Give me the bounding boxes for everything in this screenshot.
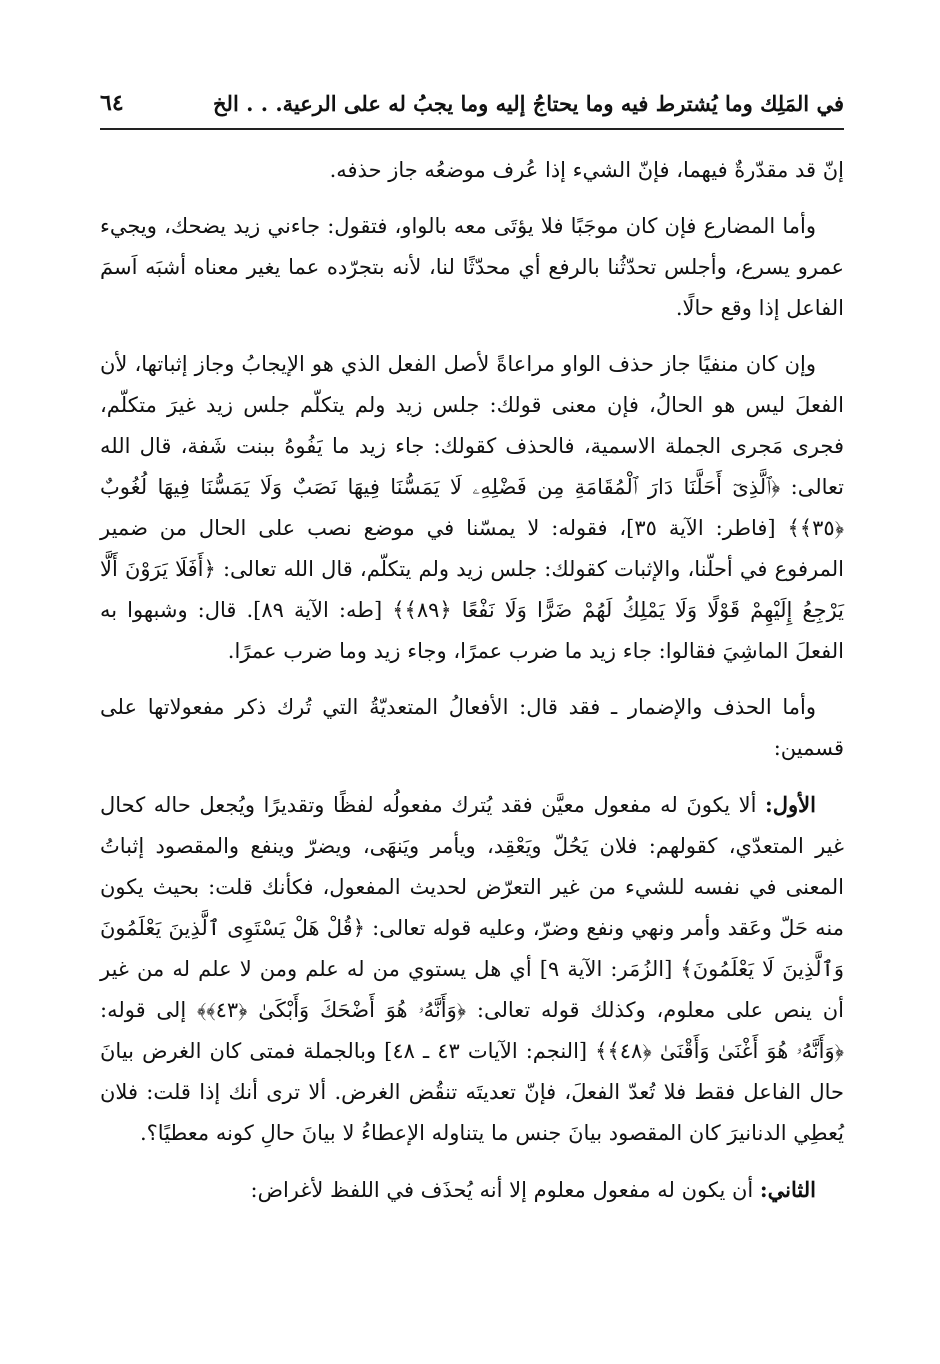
paragraph <box>100 344 844 672</box>
running-header <box>100 82 844 124</box>
section-lead: الأول: <box>765 792 816 817</box>
section-lead: الثاني: <box>759 1177 816 1202</box>
paragraph-text: وأما المضارع فإن كان موجَبًا فلا يؤتَى معه بالواو، فتقول: جاءني زيد يضحك، ويجيء عمرو يسرع، وأجلس تحدّثُنا بالرفع أي محدّثًا لنا، لأنه بتجرّده عما يغير معناه أشبَه اَسمَ الفاعل إذا وقع حالًا. <box>100 214 844 320</box>
paragraph-text: أن يكون له مفعول معلوم إلا أنه يُحذَف في اللفظ لأغراض: <box>250 1178 760 1202</box>
paragraph <box>100 1169 844 1211</box>
paragraph <box>100 784 844 1154</box>
body-text <box>100 150 844 1226</box>
header-rule <box>100 128 844 130</box>
paragraph <box>100 206 844 329</box>
paragraph-text: وإن كان منفيًا جاز حذف الواو مراعاةً لأصل الفعل الذي هو الإيجابُ وجاز إثباتها، لأن الفعلَ ليس هو الحالُ، فإن معنى قولك: جلس زيد ولم يتكلّم جلس زيد غيرَ متكلّم، فجرى مَجرى الجملة الاسمية، فالحذف كقولك: جاء زيد ما يَفُوهُ ببنت شَفة، قال الله تعالى: ﴿ٱلَّذِىٓ أَحَلَّنَا دَارَ ٱلْمُقَامَةِ مِن فَضْلِهِۦ لَا يَمَسُّنَا فِيهَا نَصَبٌ وَلَا يَمَسُّنَا فِيهَا لُغُوبٌ ﴿٣٥﴾﴾ [فاطر: الآية ٣٥]، فقوله: لا يمسّنا في موضع نصب على الحال من ضمير المرفوع في أحلّنا، والإثبات كقولك: جلس زيد ولم يتكلّم، قال الله تعالى: ﴿أَفَلَا يَرَوْنَ أَلَّا يَرْجِعُ إِلَيْهِمْ قَوْلًا وَلَا يَمْلِكُ لَهُمْ ضَرًّا وَلَا نَفْعًا ﴿٨٩﴾﴾ [طه: الآية ٨٩]. قال: وشبهوا به الفعلَ الماشِيَ فقالوا: جاء زيد ما ضرب عمرًا، وجاء زيد وما ضرب عمرًا. <box>100 352 844 663</box>
header-title: في المَلِك وما يُشترط فيه وما يحتاجُ إليه وما يجبُ له على الرعية. . . الخ <box>212 90 844 116</box>
page-number: ٦٤ <box>100 90 124 116</box>
paragraph <box>100 150 844 191</box>
paragraph-text: وأما الحذف والإضمار ـ فقد قال: الأفعالُ المتعديّةُ التي تُرك ذكر مفعولاتها على قسمين: <box>100 695 844 760</box>
paragraph <box>100 687 844 769</box>
paragraph-text: ألا يكونَ له مفعول معيَّن فقد يُترك مفعولُه لفظًا وتقديرًا ويُجعل حاله كحال غير المتعدّي، كقولهم: فلان يَحُلّ ويَعْقِد، ويأمر ويَنهَى، ويضرّ وينفع والمقصود إثباتُ المعنى في نفسه للشيء من غير التعرّض لحديث المفعول، فكأنك قلت: بحيث يكون منه حَلّ وعَقد وأمر ونهي ونفع وضرّ، وعليه قوله تعالى: ﴿قُلْ هَلْ يَسْتَوِى ٱلَّذِينَ يَعْلَمُونَ وَٱلَّذِينَ لَا يَعْلَمُونَ﴾ [الزُمَر: الآية ٩] أي هل يستوي من له علم ومن لا علم له من غير أن ينص على معلوم، وكذلك قوله تعالى: ﴿وَأَنَّهُۥ هُوَ أَضْحَكَ وَأَبْكَىٰ ﴿٤٣﴾﴾ إلى قوله: ﴿وَأَنَّهُۥ هُوَ أَغْنَىٰ وَأَقْنَىٰ ﴿٤٨﴾﴾ [النجم: الآيات ٤٣ ـ ٤٨] وبالجملة فمتى كان الغرض بيانَ حال الفاعل فقط فلا تُعدّ الفعلَ، فإنّ تعديتَه تنقُض الغرض. ألا ترى أنك إذا قلت: فلان يُعطِي الدنانيرَ كان المقصود بيانَ جنس ما يتناوله الإعطاءُ لا بيانَ حالِ كونه معطيًا؟. <box>100 793 844 1145</box>
paragraph-text: إنّ قد مقدّرةٌ فيهما، فإنّ الشيء إذا عُرف موضعُه جاز حذفه. <box>329 158 844 182</box>
